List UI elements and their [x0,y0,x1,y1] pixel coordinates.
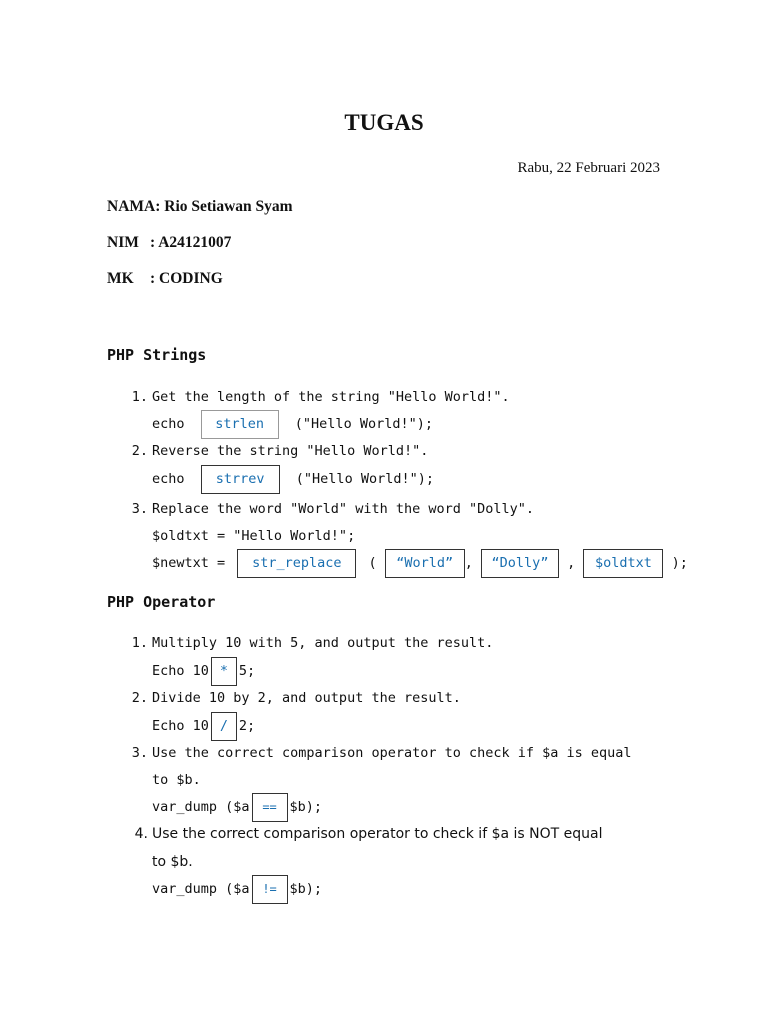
code-paren: ( [368,555,377,571]
list-number: 1. [131,389,148,405]
question-text: Divide 10 by 2, and output the result. [152,690,461,706]
question-text: Use the correct comparison operator to check if $a is equal [152,745,632,761]
field-label: MK [107,270,134,287]
section-heading-operator: PHP Operator [107,593,216,611]
code-comma: , [567,555,576,571]
list-number: 1. [131,635,148,651]
page-title: TUGAS [344,110,424,135]
question-text-cont: to $b. [152,854,193,870]
answer-box[interactable]: “World” [385,549,465,578]
answer-box[interactable]: strlen [201,410,279,439]
answer-box[interactable]: / [211,712,237,741]
answer-line [152,711,255,741]
code-comma: , [464,555,473,571]
code-prefix: $newtxt = [152,555,226,571]
answer-line [152,548,688,578]
code-suffix: ("Hello World!"); [294,416,433,432]
field-label: NIM [107,234,139,251]
section-heading-strings: PHP Strings [107,346,207,364]
question-text: Get the length of the string "Hello World!". [152,389,510,405]
answer-line [152,656,255,686]
field-separator: : [150,234,156,251]
question-text: Use the correct comparison operator to check if $a is NOT equal [152,826,603,842]
answer-box[interactable]: == [252,793,288,822]
list-number: 3. [131,501,148,517]
answer-box[interactable]: $oldtxt [583,549,663,578]
code-prefix: var_dump ($a [152,881,250,897]
field-nama [107,198,293,216]
code-prefix: Echo 10 [152,663,209,679]
list-number: 3. [131,745,148,761]
answer-box[interactable]: * [211,657,237,686]
question-text: Reverse the string "Hello World!". [152,443,429,459]
code-suffix: ("Hello World!"); [295,471,434,487]
answer-line [152,874,322,904]
code-suffix: $b); [289,881,323,897]
field-value: A24121007 [158,234,232,251]
field-separator: : [150,270,156,287]
code-line: $oldtxt = "Hello World!"; [152,528,356,544]
field-mk [107,270,223,288]
answer-box[interactable]: != [252,875,288,904]
question-text: Multiply 10 with 5, and output the result. [152,635,494,651]
field-separator: : [155,198,161,215]
code-prefix: var_dump ($a [152,799,250,815]
question-text-cont: to $b. [152,772,201,788]
code-suffix: ); [671,555,688,571]
date-text: Rabu, 22 Februari 2023 [517,160,660,176]
answer-box[interactable]: “Dolly” [481,549,559,578]
code-suffix: $b); [289,799,323,815]
answer-line [152,409,433,439]
code-prefix: echo [152,471,185,487]
code-suffix: 2; [238,718,256,734]
field-label: NAMA [107,198,156,215]
code-prefix: Echo 10 [152,718,209,734]
field-value: CODING [159,270,223,287]
answer-box[interactable]: strrev [201,465,280,494]
answer-line [152,792,322,822]
answer-box[interactable]: str_replace [237,549,356,578]
list-number: 2. [131,690,148,706]
code-prefix: echo [152,416,185,432]
field-nim [107,234,231,252]
field-value: Rio Setiawan Syam [164,198,293,215]
list-number: 4. [134,826,148,842]
question-text: Replace the word "World" with the word "Dolly". [152,501,535,517]
answer-line [152,464,434,494]
list-number: 2. [131,443,148,459]
code-suffix: 5; [238,663,256,679]
